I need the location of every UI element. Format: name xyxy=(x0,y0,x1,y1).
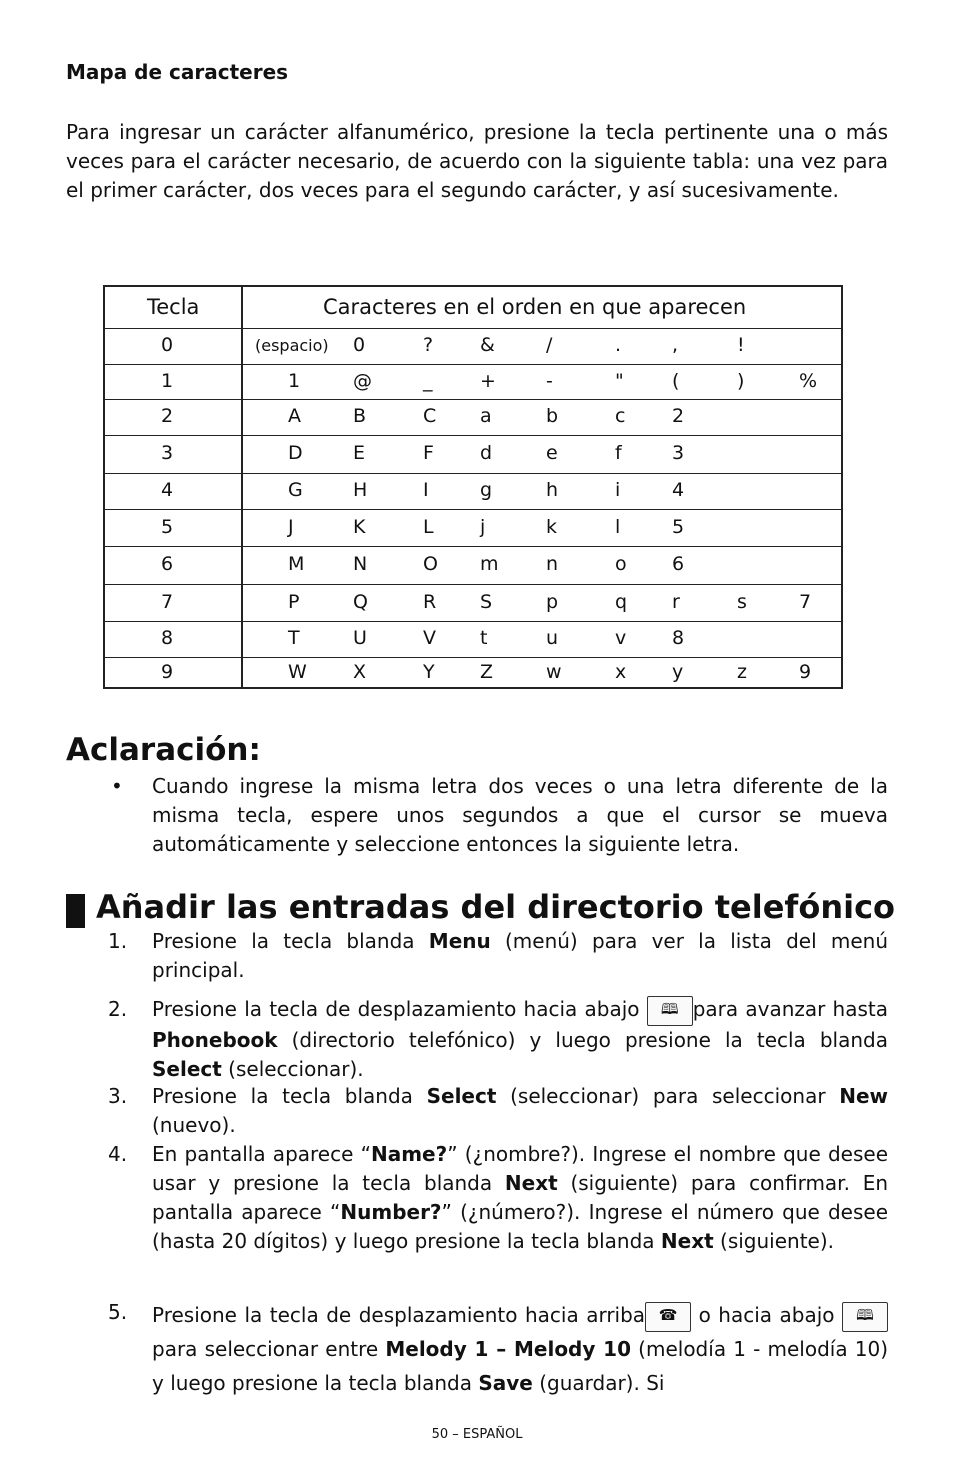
clarification-heading: Aclaración: xyxy=(66,732,261,768)
step-5: Presione la tecla de desplazamiento hacia arriba ☎ o hacia abajo 🕮 para seleccionar entre Melody 1 – Melody 10 (melodía 1 - melodía 10) y luego presione la tecla blanda Save (guardar). Si xyxy=(152,1303,888,1395)
clarification-text: Cuando ingrese la misma letra dos veces o una letra diferente de la misma tecla, espere unos segundos a que el cursor se mueva automáticamente y seleccione entonces la siguiente letra. xyxy=(152,774,888,856)
table-row xyxy=(105,621,841,657)
contact-key-icon: ☎ xyxy=(645,1302,691,1332)
intro-paragraph: Para ingresar un carácter alfanumérico, presione la tecla pertinente una o más veces para el carácter necesario, de acuerdo con la siguiente tabla: una vez para el primer carácter, dos veces para el segundo carácter, y así sucesivamente. xyxy=(66,120,888,202)
char-cell: H xyxy=(353,479,368,501)
char-cell: r xyxy=(672,590,680,613)
key-cell: 7 xyxy=(161,590,174,613)
key-cell: 1 xyxy=(161,369,174,392)
char-cell: 7 xyxy=(799,590,812,613)
book-key-icon: 🕮 xyxy=(842,1302,888,1332)
char-cell: w xyxy=(546,661,562,683)
char-cell: V xyxy=(423,627,436,649)
step-number: 3. xyxy=(108,1084,128,1108)
char-cell: L xyxy=(423,515,434,538)
step-2: Presione la tecla de desplazamiento hacia abajo 🕮 para avanzar hasta Phonebook (directorio telefónico) y luego presione la tecla blanda Select (seleccionar). xyxy=(152,997,889,1081)
char-cell: e xyxy=(546,442,558,464)
char-cell: c xyxy=(615,405,626,427)
char-cell: b xyxy=(546,405,559,427)
char-cell: x xyxy=(615,661,627,683)
char-cell: G xyxy=(288,479,303,501)
char-cell: U xyxy=(353,627,367,649)
char-cell: B xyxy=(353,405,367,427)
char-cell: _ xyxy=(423,369,433,392)
char-cell: 8 xyxy=(672,627,685,649)
char-cell: ( xyxy=(672,369,680,392)
char-cell: J xyxy=(288,515,294,538)
table-row xyxy=(105,435,841,473)
char-cell: 9 xyxy=(799,661,812,683)
char-cell: K xyxy=(353,515,366,538)
char-cell: Q xyxy=(353,590,368,613)
char-cell: R xyxy=(423,590,437,613)
char-cell: 4 xyxy=(672,479,685,501)
char-cell: q xyxy=(615,590,628,613)
char-cell: , xyxy=(672,334,679,356)
char-cell: M xyxy=(288,553,305,575)
add-entries-heading: Añadir las entradas del directorio telefónico xyxy=(96,888,896,926)
step-4: En pantalla aparece “Name?” (¿nombre?). Ingrese el nombre que desee usar y presione la tecla blanda Next (siguiente) para confirmar. En pantalla aparece “Number?” (¿número?). Ingrese el número que desee (hasta 20 dígitos) y luego presione la tecla blanda Next (siguiente). xyxy=(152,1142,889,1253)
bullet: • xyxy=(111,774,123,798)
char-cell: o xyxy=(615,553,627,575)
char-cell: g xyxy=(480,479,493,501)
table-row xyxy=(105,328,841,364)
char-cell: ! xyxy=(737,334,745,356)
char-cell: u xyxy=(546,627,559,649)
char-cell: 0 xyxy=(353,334,366,356)
char-cell: v xyxy=(615,627,627,649)
char-cell: f xyxy=(615,442,622,464)
char-cell: O xyxy=(423,553,438,575)
char-cell: X xyxy=(353,661,367,683)
step-number: 1. xyxy=(108,929,128,953)
char-cell: 5 xyxy=(672,515,685,538)
char-cell: t xyxy=(480,627,488,649)
step-number: 5. xyxy=(108,1300,128,1324)
char-cell: Z xyxy=(480,661,494,683)
char-cell: 6 xyxy=(672,553,685,575)
char-cell: . xyxy=(615,334,622,356)
char-cell: C xyxy=(423,405,437,427)
key-cell: 5 xyxy=(161,515,174,538)
table-row xyxy=(105,364,841,399)
char-cell: j xyxy=(480,515,486,538)
key-cell: 9 xyxy=(161,661,174,683)
char-cell: s xyxy=(737,590,747,613)
char-cell: - xyxy=(546,369,553,392)
char-cell: ? xyxy=(423,334,434,356)
char-cell: & xyxy=(480,334,495,356)
key-cell: 0 xyxy=(161,334,174,356)
table-row xyxy=(105,546,841,584)
key-cell: 3 xyxy=(161,442,174,464)
char-cell: " xyxy=(615,369,624,392)
char-cell: p xyxy=(546,590,559,613)
table-row xyxy=(105,399,841,435)
char-cell: h xyxy=(546,479,559,501)
char-cell: i xyxy=(615,479,621,501)
table-row xyxy=(105,584,841,621)
step-number: 2. xyxy=(108,997,128,1021)
character-map-table xyxy=(103,285,843,689)
char-cell: 2 xyxy=(672,405,685,427)
step-number: 4. xyxy=(108,1142,128,1166)
char-cell: a xyxy=(480,405,492,427)
char-cell: k xyxy=(546,515,558,538)
char-cell: 3 xyxy=(672,442,685,464)
char-cell: m xyxy=(480,553,499,575)
char-cell: 1 xyxy=(288,369,301,392)
heading-bar xyxy=(66,894,85,928)
char-cell: P xyxy=(288,590,300,613)
table-row xyxy=(105,657,841,689)
book-key-icon: 🕮 xyxy=(647,996,693,1026)
char-cell: Y xyxy=(423,661,435,683)
step-3: Presione la tecla blanda Select (seleccionar) para seleccionar New (nuevo). xyxy=(152,1084,888,1137)
char-cell: / xyxy=(546,334,553,356)
step-1: Presione la tecla blanda Menu (menú) para ver la lista del menú principal. xyxy=(152,929,888,982)
key-cell: 2 xyxy=(161,405,174,427)
header-key: Tecla xyxy=(147,295,200,319)
page-footer: 50 – ESPAÑOL xyxy=(431,1427,523,1442)
char-cell: + xyxy=(480,369,496,392)
char-cell: E xyxy=(353,442,366,464)
char-cell: % xyxy=(799,369,818,392)
char-cell: A xyxy=(288,405,301,427)
char-cell: F xyxy=(423,442,434,464)
space-label: (espacio) xyxy=(255,336,329,355)
char-cell: ) xyxy=(737,369,745,392)
table-row xyxy=(105,509,841,546)
char-cell: d xyxy=(480,442,493,464)
char-cell: S xyxy=(480,590,493,613)
table-row xyxy=(105,473,841,509)
key-cell: 6 xyxy=(161,553,174,575)
char-cell: W xyxy=(288,661,307,683)
char-cell: l xyxy=(615,515,621,538)
key-cell: 8 xyxy=(161,627,174,649)
char-cell: N xyxy=(353,553,368,575)
char-cell: D xyxy=(288,442,303,464)
char-cell: @ xyxy=(353,369,372,392)
char-cell: T xyxy=(288,627,300,649)
header-chars: Caracteres en el orden en que aparecen xyxy=(323,295,747,319)
char-cell: I xyxy=(423,479,429,501)
key-cell: 4 xyxy=(161,479,174,501)
char-cell: y xyxy=(672,661,684,683)
char-cell: z xyxy=(737,661,747,683)
section-title: Mapa de caracteres xyxy=(66,60,289,84)
char-cell: n xyxy=(546,553,559,575)
